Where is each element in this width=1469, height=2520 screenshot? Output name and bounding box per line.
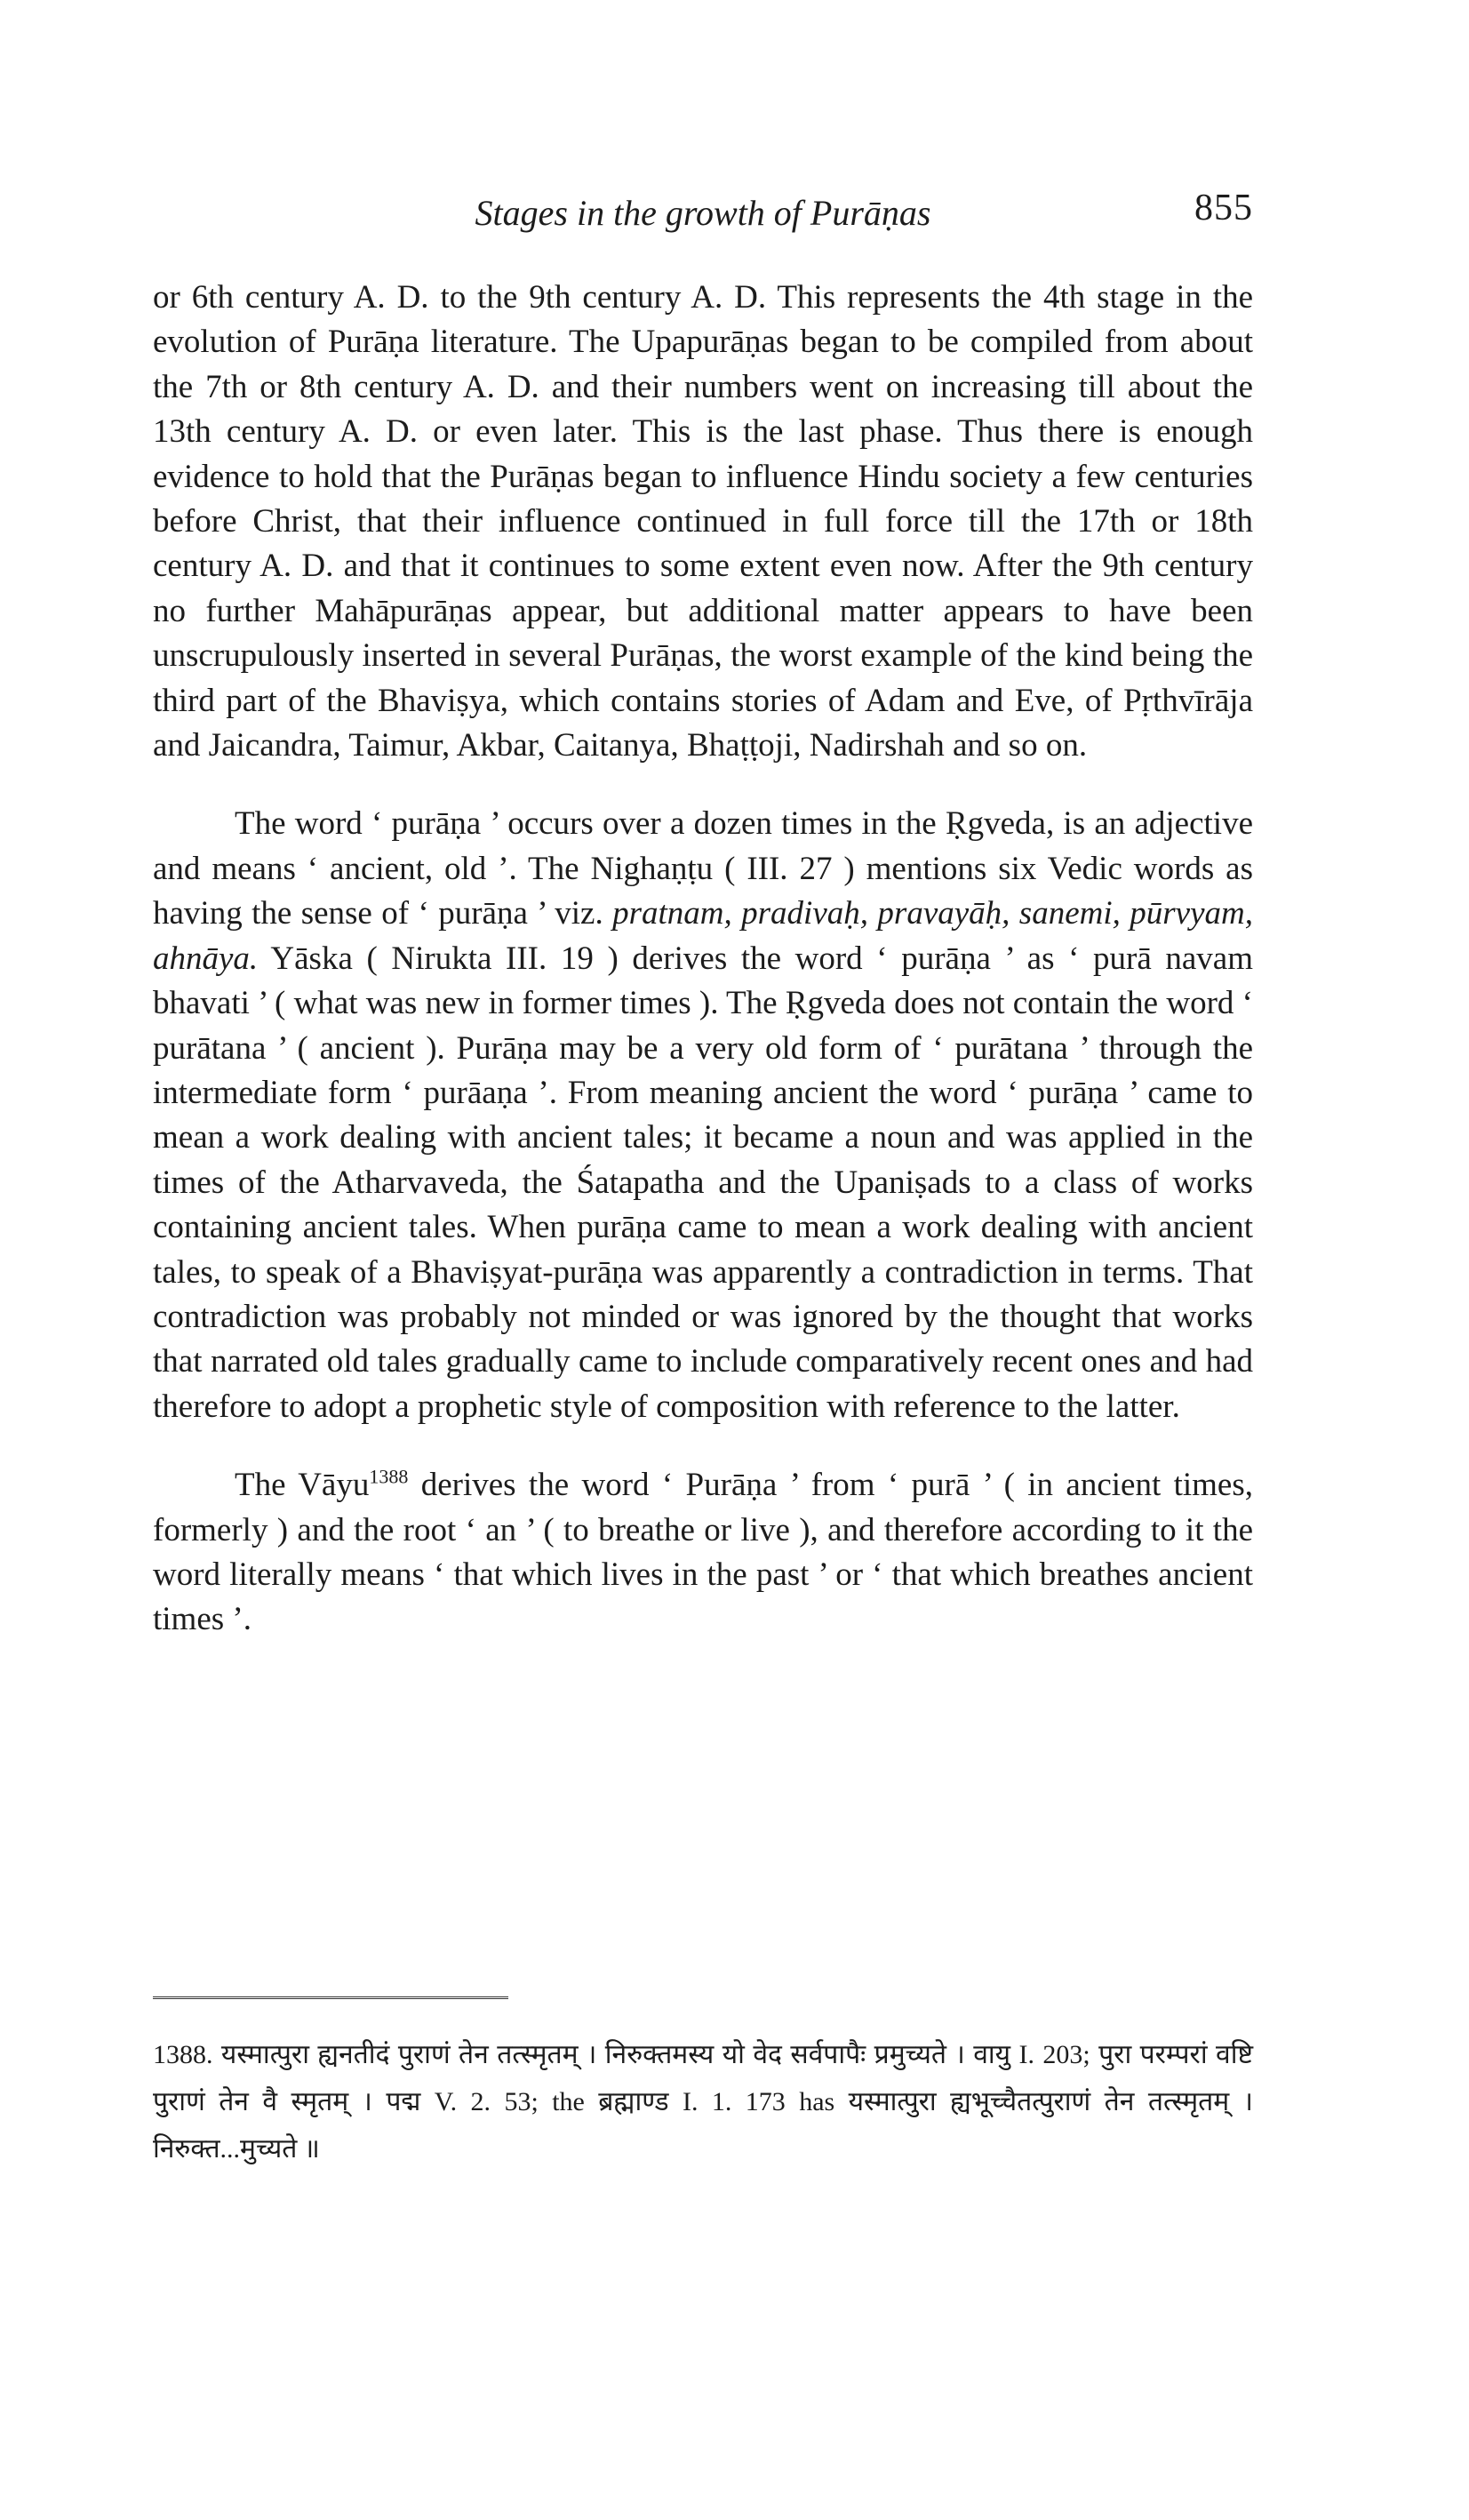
paragraph-2	[153, 802, 1253, 1429]
footnote-reference[interactable]: 1388	[369, 1465, 409, 1488]
running-title: Stages in the growth of Purāṇas	[475, 193, 931, 233]
italic-word-list: pratnam, pradivaḥ, pravayāḥ, sanemi, pūrvyam, ahnāya.	[153, 895, 1253, 977]
paragraph-text: The Vāyu	[235, 1467, 370, 1504]
page-header	[153, 174, 1253, 233]
paragraph-text: derives the word ‘ Purāṇa ’ from ‘ purā ’ ( in ancient times, formerly ) and the root ‘ an ’ ( to breathe or live ), and therefore according to it the word literally means ‘ that which lives in the past ’ or ‘ that which breathes ancient times ’.	[153, 1467, 1253, 1638]
paragraph-text: or 6th century A. D. to the 9th century A. D. This represents the 4th stage in the evolution of Purāṇa literature. The Upapurāṇas began to be compiled from about the 7th or 8th century A. D. and their numbers went on increasing till about the 13th century A. D. or even later. This is the last phase. Thus there is enough evidence to hold that the Purāṇas began to influence Hindu society a few centuries before Christ, that their influence continued in full force till the 17th or 18th century A. D. and that it continues to some extent even now. After the 9th century no further Mahāpurāṇas appear, but additional matter appears to have been unscrupulously inserted in several Purāṇas, the worst example of the kind being the third part of the Bhaviṣya, which contains stories of Adam and Eve, of Pṛthvīrāja and Jaicandra, Taimur, Akbar, Caitanya, Bhaṭṭoji, Nadirshah and so on.	[153, 279, 1253, 764]
footnote-separator	[153, 1996, 508, 2003]
paragraph-text: Yāska ( Nirukta III. 19 ) derives the word ‘ purāṇa ’ as ‘ purā navam bhavati ’ ( what was new in former times ). The Ṛgveda does not contain the word ‘ purātana ’ ( ancient ). Purāṇa may be a very old form of ‘ purātana ’ through the intermediate form ‘ purāaṇa ’. From meaning ancient the word ‘ purāṇa ’ came to mean a work dealing with ancient tales; it became a noun and was applied in the times of the Atharvaveda, the Śatapatha and the Upaniṣads to a class of works containing ancient tales. When purāṇa came to mean a work dealing with ancient tales, to speak of a Bhaviṣyat-purāṇa was apparently a contradiction in terms. That contradiction was probably not minded or was ignored by the thought that works that narrated old tales gradually came to include comparatively recent ones and had therefore to adopt a prophetic style of composition with reference to the latter.	[153, 940, 1253, 1425]
page-number: 855	[1194, 188, 1253, 228]
paragraph-3	[153, 1463, 1253, 1643]
paragraph-1	[153, 276, 1253, 768]
body-text	[153, 276, 1253, 1643]
paragraph-text: The word ‘ purāṇa ’ occurs over a dozen times in the Ṛgveda, is an adjective and means ‘ ancient, old ’. The Nighaṇṭu ( III. 27 ) mentions six Vedic words as having the sense of ‘ purāṇa ’ viz.	[153, 805, 1253, 932]
footnote-1388: 1388. यस्मात्पुरा ह्यनतीदं पुराणं तेन तत्स्मृतम् । निरुक्तमस्य यो वेद सर्वपापैः प्रमुच्यते । वायु I. 203; पुरा परम्परां वष्टि पुराणं तेन वै स्मृतम् । पद्म V. 2. 53; the ब्रह्माण्ड I. 1. 173 has यस्मात्पुरा ह्यभूच्चैतत्पुराणं तेन तत्स्मृतम् । निरुक्त...मुच्यते ॥	[153, 2040, 1253, 2164]
